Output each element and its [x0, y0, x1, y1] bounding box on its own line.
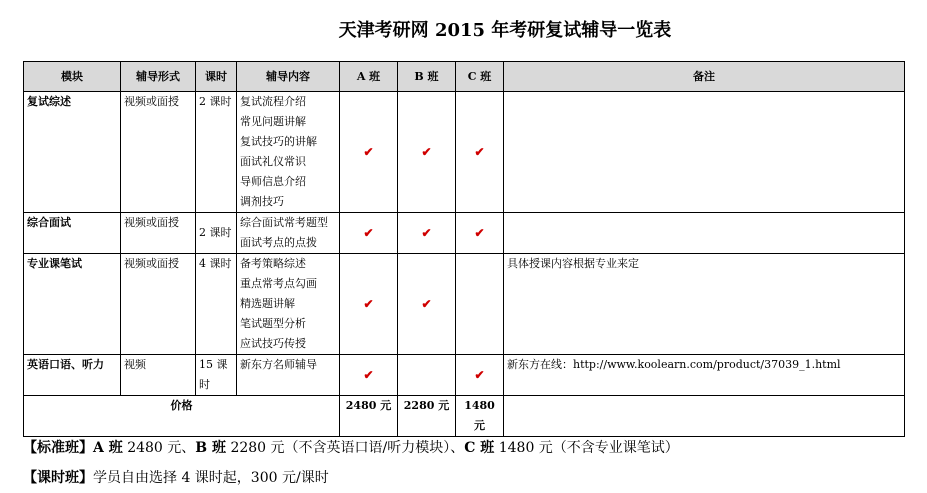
form-cell: 视频或面授: [121, 92, 196, 213]
module-cell: 英语口语、听力: [24, 355, 121, 396]
standard-c-text: 1480 元（不含专业课笔试）: [494, 440, 679, 456]
form-cell: 视频或面授: [121, 254, 196, 355]
class-a-cell: [340, 355, 398, 396]
class-b-cell: [398, 213, 456, 254]
hours-cell: 2 课时: [196, 213, 237, 254]
standard-class-note: [23, 438, 679, 458]
content-item: 复试技巧的讲解: [240, 135, 317, 148]
header-content: 辅导内容: [237, 62, 340, 92]
check-icon: ✔: [421, 296, 432, 311]
note-cell: 新东方在线：http://www.koolearn.com/product/37039_1.html: [504, 355, 905, 396]
price-class-c: 1480 元: [456, 396, 504, 437]
check-icon: ✔: [363, 144, 374, 159]
hours-cell: 15 课时: [196, 355, 237, 396]
header-class-c: C 班: [456, 62, 504, 92]
check-icon: ✔: [421, 225, 432, 240]
check-icon: ✔: [363, 367, 374, 382]
header-class-b: B 班: [398, 62, 456, 92]
standard-c-label: C 班: [464, 440, 495, 456]
class-a-cell: [340, 92, 398, 213]
form-cell: 视频: [121, 355, 196, 396]
header-hours: 课时: [196, 62, 237, 92]
header-notes: 备注: [504, 62, 905, 92]
content-cell: [237, 254, 340, 355]
table-header-row: [24, 62, 905, 92]
check-icon: ✔: [474, 144, 485, 159]
content-cell: [237, 213, 340, 254]
hours-cell: 2 课时: [196, 92, 237, 213]
check-icon: ✔: [474, 225, 485, 240]
header-module: 模块: [24, 62, 121, 92]
content-item: 新东方名师辅导: [240, 358, 317, 371]
course-table: [23, 61, 905, 437]
standard-b-label: B 班: [195, 440, 226, 456]
module-cell: 专业课笔试: [24, 254, 121, 355]
page-title: 天津考研网 2015 年考研复试辅导一览表: [338, 20, 672, 41]
price-class-b: 2280 元: [398, 396, 456, 437]
hourly-class-text: 学员自由选择 4 课时起，300 元/课时: [93, 470, 329, 486]
price-class-a: 2480 元: [340, 396, 398, 437]
content-cell: [237, 355, 340, 396]
hours-cell: 4 课时: [196, 254, 237, 355]
content-cell: [237, 92, 340, 213]
module-cell: 复试综述: [24, 92, 121, 213]
content-item: 面试礼仪常识: [240, 155, 306, 168]
class-a-cell: [340, 213, 398, 254]
check-icon: ✔: [421, 144, 432, 159]
content-item: 复试流程介绍: [240, 95, 306, 108]
class-c-cell: [456, 355, 504, 396]
standard-a-text: 2480 元、: [122, 440, 196, 456]
content-item: 导师信息介绍: [240, 175, 306, 188]
content-item: 应试技巧传授: [240, 337, 306, 350]
standard-class-label: 【标准班】: [23, 440, 93, 456]
content-item: 面试考点的点拨: [240, 236, 317, 249]
class-c-cell: [456, 213, 504, 254]
content-item: 精选题讲解: [240, 297, 295, 310]
form-cell: 视频或面授: [121, 213, 196, 254]
content-item: 重点常考点勾画: [240, 277, 317, 290]
price-row: [24, 396, 905, 437]
table-row: [24, 92, 905, 213]
standard-a-label: A 班: [93, 440, 123, 456]
check-icon: ✔: [363, 296, 374, 311]
table-row: [24, 355, 905, 396]
standard-b-text: 2280 元（不含英语口语/听力模块）、: [226, 440, 465, 456]
check-icon: ✔: [474, 367, 485, 382]
note-cell: [504, 92, 905, 213]
price-notes-empty: [504, 396, 905, 437]
class-c-cell: [456, 92, 504, 213]
content-item: 常见问题讲解: [240, 115, 306, 128]
class-a-cell: [340, 254, 398, 355]
header-class-a: A 班: [340, 62, 398, 92]
header-form: 辅导形式: [121, 62, 196, 92]
note-cell: [504, 213, 905, 254]
price-label: 价格: [24, 396, 340, 437]
content-item: 笔试题型分析: [240, 317, 306, 330]
check-icon: ✔: [363, 225, 374, 240]
content-item: 调剂技巧: [240, 195, 284, 208]
hourly-class-label: 【课时班】: [23, 470, 93, 486]
class-b-cell: [398, 254, 456, 355]
hourly-class-note: [23, 468, 329, 488]
table-row: [24, 254, 905, 355]
module-cell: 综合面试: [24, 213, 121, 254]
content-item: 备考策略综述: [240, 257, 306, 270]
table-row: [24, 213, 905, 254]
content-item: 综合面试常考题型: [240, 216, 328, 229]
class-c-cell: [456, 254, 504, 355]
class-b-cell: [398, 92, 456, 213]
class-b-cell: [398, 355, 456, 396]
note-cell: 具体授课内容根据专业来定: [504, 254, 905, 355]
